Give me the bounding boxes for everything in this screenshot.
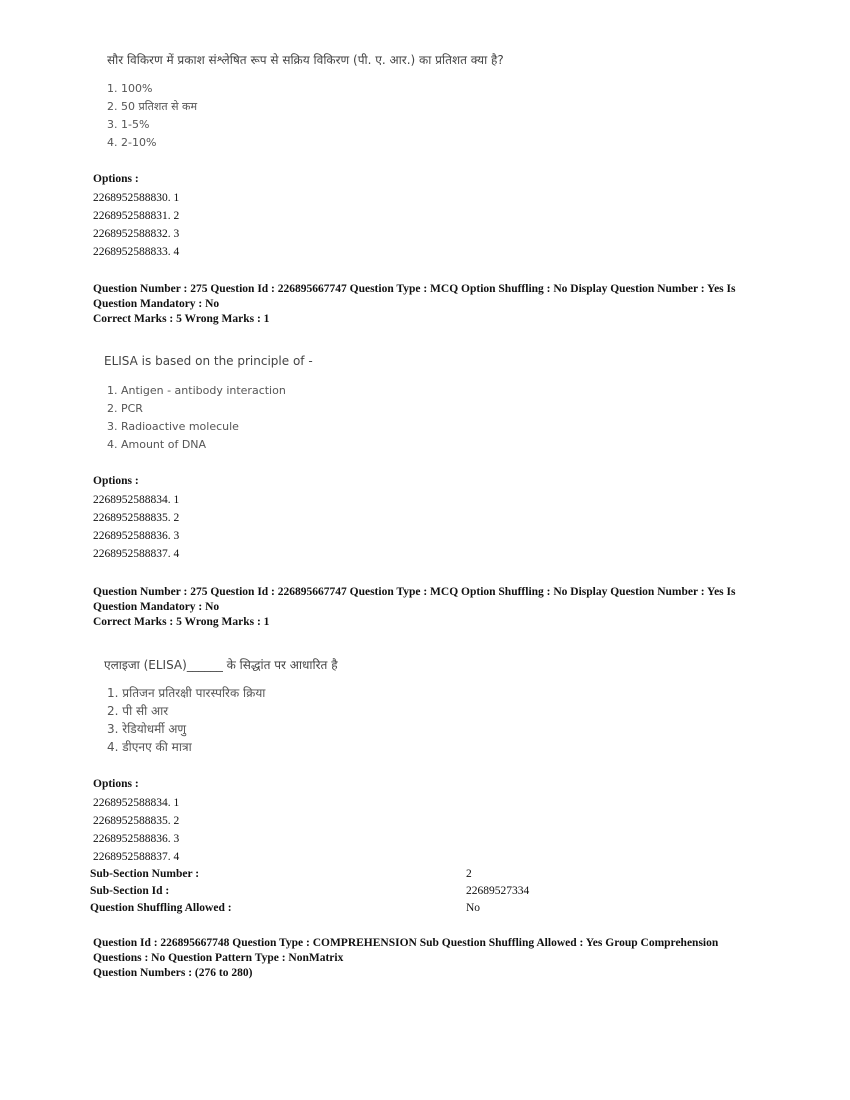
subsection-id-value: 22689527334 [466, 885, 530, 897]
answer-choice: 2. पी सी आर [107, 704, 169, 718]
option-item: 2268952588837. 4 [93, 548, 180, 560]
option-item: 2268952588837. 4 [93, 851, 180, 863]
answer-choice: 1. Antigen - antibody interaction [107, 384, 286, 397]
option-item: 2268952588836. 3 [93, 530, 180, 542]
subsection-number-value: 2 [466, 868, 472, 880]
option-item: 2268952588830. 1 [93, 192, 180, 204]
meta-line: Question Mandatory : No [93, 298, 220, 310]
marks-line: Correct Marks : 5 Wrong Marks : 1 [93, 616, 270, 628]
subsection-number-label: Sub-Section Number : [90, 868, 200, 880]
option-item: 2268952588834. 1 [93, 494, 180, 506]
question-text-1: सौर विकिरण में प्रकाश संश्लेषित रूप से सक्रिय विकिरण (पी. ए. आर.) का प्रतिशत क्या है? [107, 53, 504, 67]
option-item: 2268952588833. 4 [93, 246, 180, 258]
option-item: 2268952588835. 2 [93, 512, 180, 524]
option-item: 2268952588832. 3 [93, 228, 180, 240]
options-label-3: Options : [93, 778, 139, 790]
option-item: 2268952588836. 3 [93, 833, 180, 845]
answer-choice: 2. 50 प्रतिशत से कम [107, 100, 198, 113]
options-label-2: Options : [93, 475, 139, 487]
answer-choice: 4. डीएनए की मात्रा [107, 740, 192, 754]
options-list-2 [93, 491, 179, 563]
option-item: 2268952588831. 2 [93, 210, 180, 222]
answer-choice: 1. प्रतिजन प्रतिरक्षी पारस्परिक क्रिया [107, 686, 266, 700]
question-numbers-line: Question Numbers : (276 to 280) [93, 967, 253, 979]
question-text-2: ELISA is based on the principle of - [104, 354, 313, 368]
answer-choice: 1. 100% [107, 82, 153, 95]
marks-line: Correct Marks : 5 Wrong Marks : 1 [93, 313, 270, 325]
option-item: 2268952588835. 2 [93, 815, 180, 827]
meta-line: Question Number : 275 Question Id : 226895667747 Question Type : MCQ Option Shuffling : No Display Question Number : Yes Is [93, 283, 736, 295]
meta-line: Question Id : 226895667748 Question Type : COMPREHENSION Sub Question Shuffling Allowed : Yes Group Comprehension [93, 937, 719, 949]
answer-choice: 4. 2-10% [107, 136, 157, 149]
meta-line: Questions : No Question Pattern Type : NonMatrix [93, 952, 344, 964]
options-label-1: Options : [93, 173, 139, 185]
options-list-1 [93, 189, 179, 261]
question-shuffling-value: No [466, 902, 481, 914]
answer-choices-3 [107, 684, 265, 756]
options-list-3 [93, 794, 179, 866]
answer-choice: 4. Amount of DNA [107, 438, 207, 451]
question-text-3: एलाइजा (ELISA)______ के सिद्धांत पर आधारित है [104, 658, 338, 672]
meta-line: Question Mandatory : No [93, 601, 220, 613]
answer-choice: 3. 1-5% [107, 118, 150, 131]
question-meta-2 [93, 282, 773, 327]
meta-line: Question Number : 275 Question Id : 226895667747 Question Type : MCQ Option Shuffling : No Display Question Number : Yes Is [93, 586, 736, 598]
question-meta-3 [93, 585, 773, 630]
question-shuffling-label: Question Shuffling Allowed : [90, 902, 232, 914]
comprehension-meta [93, 936, 773, 981]
answer-choices-1 [107, 80, 197, 152]
answer-choice: 3. Radioactive molecule [107, 420, 239, 433]
option-item: 2268952588834. 1 [93, 797, 180, 809]
subsection-id-label: Sub-Section Id : [90, 885, 170, 897]
answer-choice: 2. PCR [107, 402, 143, 415]
answer-choice: 3. रेडियोधर्मी अणु [107, 722, 187, 736]
answer-choices-2 [107, 382, 286, 454]
